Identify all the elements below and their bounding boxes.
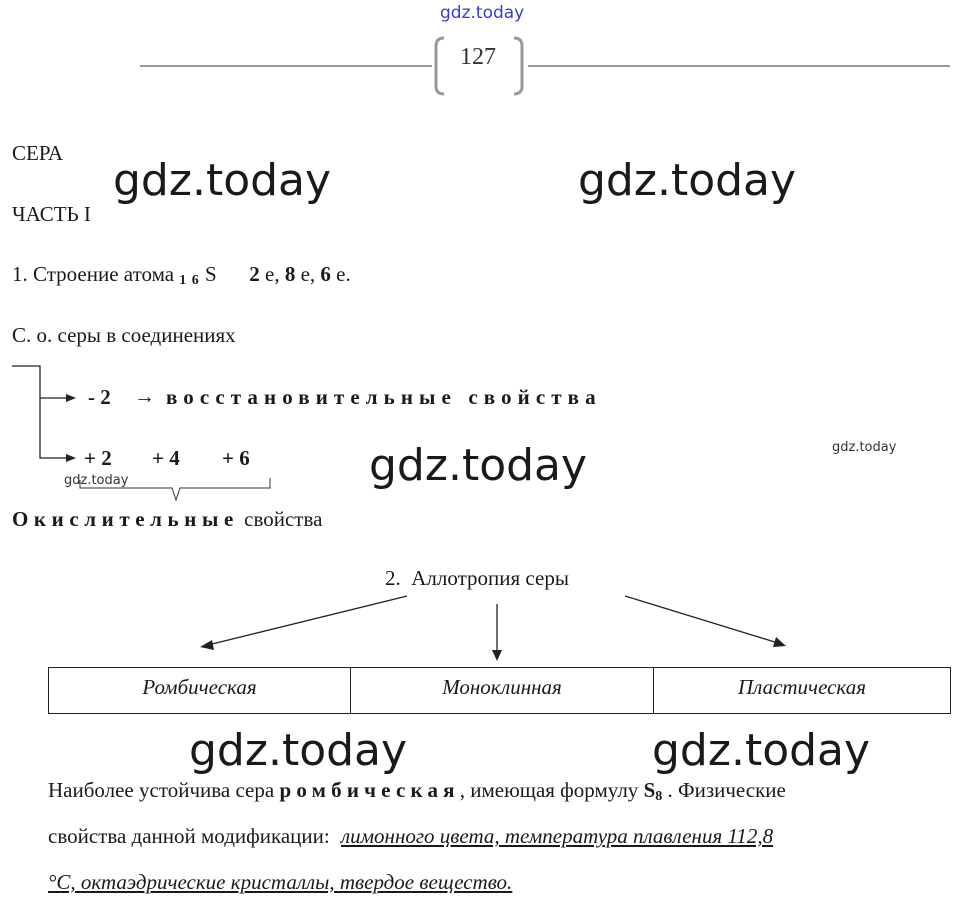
watermark: gdz.today (578, 155, 797, 206)
rhombic-bold: ромбическая (279, 778, 460, 802)
watermark: gdz.today (369, 440, 588, 491)
watermark: gdz.today (113, 155, 332, 206)
oxidation-plus-2: + 2 (84, 446, 112, 470)
oxidizing-rest: свойства (244, 507, 323, 531)
electron-count-3: 6 (320, 262, 331, 286)
atom-structure-prefix: 1. Строение атома (12, 262, 175, 286)
watermark-small: gdz.today (64, 473, 129, 488)
paragraph-line-1: Наиболее устойчива сера ромбическая, имеющая формулу S8 . Физические (48, 778, 786, 804)
allotrope-rhombic: Ромбическая (49, 668, 351, 714)
allotropy-table (48, 667, 951, 714)
oxidizing-properties (12, 507, 322, 532)
element-symbol: S (205, 262, 217, 286)
atomic-number: 1 6 (179, 273, 200, 288)
oxidation-minus-2: - 2 (88, 385, 111, 409)
electron-count-2: 8 (284, 262, 296, 286)
answer-part-2: °С, октаэдрические кристаллы, твердое вещество. (48, 870, 513, 894)
page-number: 127 (460, 44, 496, 70)
electron-unit: е (300, 262, 310, 286)
watermark-top: gdz.today (440, 3, 525, 23)
oxidation-plus-6: + 6 (222, 446, 250, 470)
allotropy-title: 2. Аллотропия серы (385, 566, 569, 590)
electron-unit: е (264, 262, 275, 286)
oxidizing-word: Окислительные (12, 507, 239, 531)
watermark: gdz.today (652, 725, 871, 776)
allotrope-plastic: Пластическая (654, 668, 951, 714)
oxidation-heading: С. о. серы в соединениях (12, 323, 236, 347)
section-title: СЕРА (12, 141, 63, 165)
watermark-small: gdz.today (832, 440, 897, 455)
formula-s8: S (643, 778, 656, 802)
oxidation-plus-4: + 4 (152, 446, 180, 470)
allotrope-monoclinic: Моноклинная (351, 668, 654, 714)
paragraph-line-3 (48, 870, 512, 895)
electron-count-1: 2 (249, 262, 260, 286)
paragraph-line-2: свойства данной модификации: лимонного цвета, температура плавления 112,8 (48, 824, 774, 848)
electron-unit: е (336, 262, 346, 286)
reducing-properties: восстановительные свойства (166, 385, 602, 409)
arrow-right-icon: → (134, 384, 155, 408)
answer-part-1: лимонного цвета, температура плавления 112,8 (340, 824, 774, 848)
watermark: gdz.today (189, 725, 408, 776)
section-part: ЧАСТЬ I (12, 202, 91, 226)
atom-structure-line: 1. Строение атома 1 6 S 2 е, 8 е, 6 е. (12, 262, 351, 288)
